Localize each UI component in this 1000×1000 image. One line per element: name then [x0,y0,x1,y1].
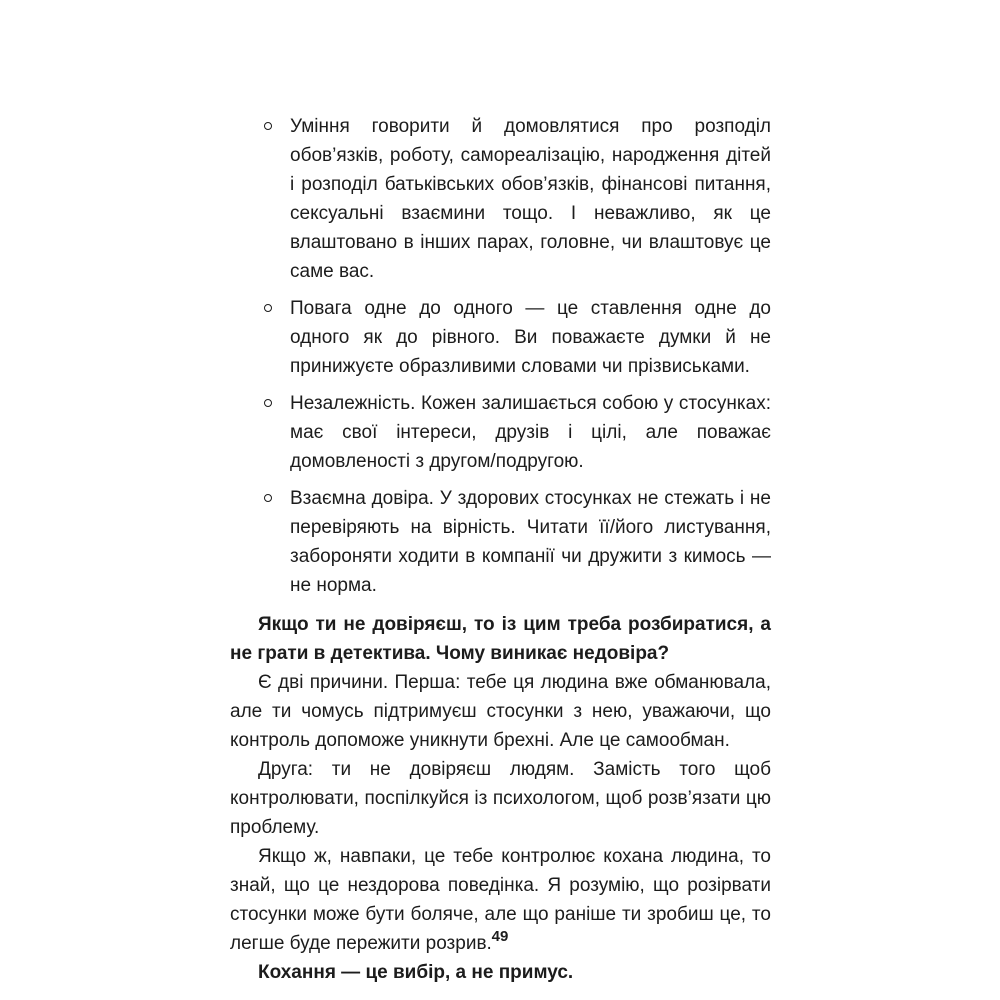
list-item [230,294,771,381]
bullet-icon [264,122,272,130]
paragraph: Якщо ти не довіряєш, то із цим треба розбиратися, а не грати в детектива. Чому виникає недовіра? [230,614,771,664]
list-item-text: Взаємна довіра. У здорових стосунках не стежать і не перевіряють на вірність. Читати її/його листування, забороняти ходити в компанії чи дружити з кимось — не норма. [290,488,771,596]
paragraph: Якщо ж, навпаки, це тебе контролює кохана людина, то знай, що це нездорова поведінка. Я розумію, що розірвати стосунки може бути боляче, але що раніше ти зробиш це, то легше буде пережити розрив. [230,846,771,954]
bullet-icon [264,304,272,312]
list-item [230,112,771,286]
list-item-text: Уміння говорити й домовлятися про розподіл обов’язків, роботу, самореалізацію, народження дітей і розподіл батьківських обов’язків, фінансові питання, сексуальні взаємини тощо. І неважливо, як це влаштовано в інших парах, головне, чи влаштовує це саме вас. [290,116,771,282]
list-item [230,389,771,476]
list-item-text: Незалежність. Кожен залишається собою у стосунках: має свої інтереси, друзів і цілі, але поважає домовленості з другом/подругою. [290,393,771,472]
paragraph: Кохання — це вибір, а не примус. [258,962,574,983]
paragraph: Є дві причини. Перша: тебе ця людина вже обманювала, але ти чомусь підтримуєш стосунки з нею, уважаючи, що контроль допоможе уникнути брехні. Але це самообман. [230,672,771,751]
bullet-icon [264,399,272,407]
list-item [230,484,771,600]
paragraph: Друга: ти не довіряєш людям. Замість того щоб контролювати, поспілкуйся із психологом, щоб розв’язати цю проблему. [230,759,771,838]
bullet-icon [264,494,272,502]
list-item-text: Повага одне до одного — це ставлення одне до одного як до рівного. Ви поважаєте думки й не принижуєте образливими словами чи прізвиськами. [290,298,771,377]
page-number: 49 [491,928,509,945]
page-text-block [230,112,771,987]
